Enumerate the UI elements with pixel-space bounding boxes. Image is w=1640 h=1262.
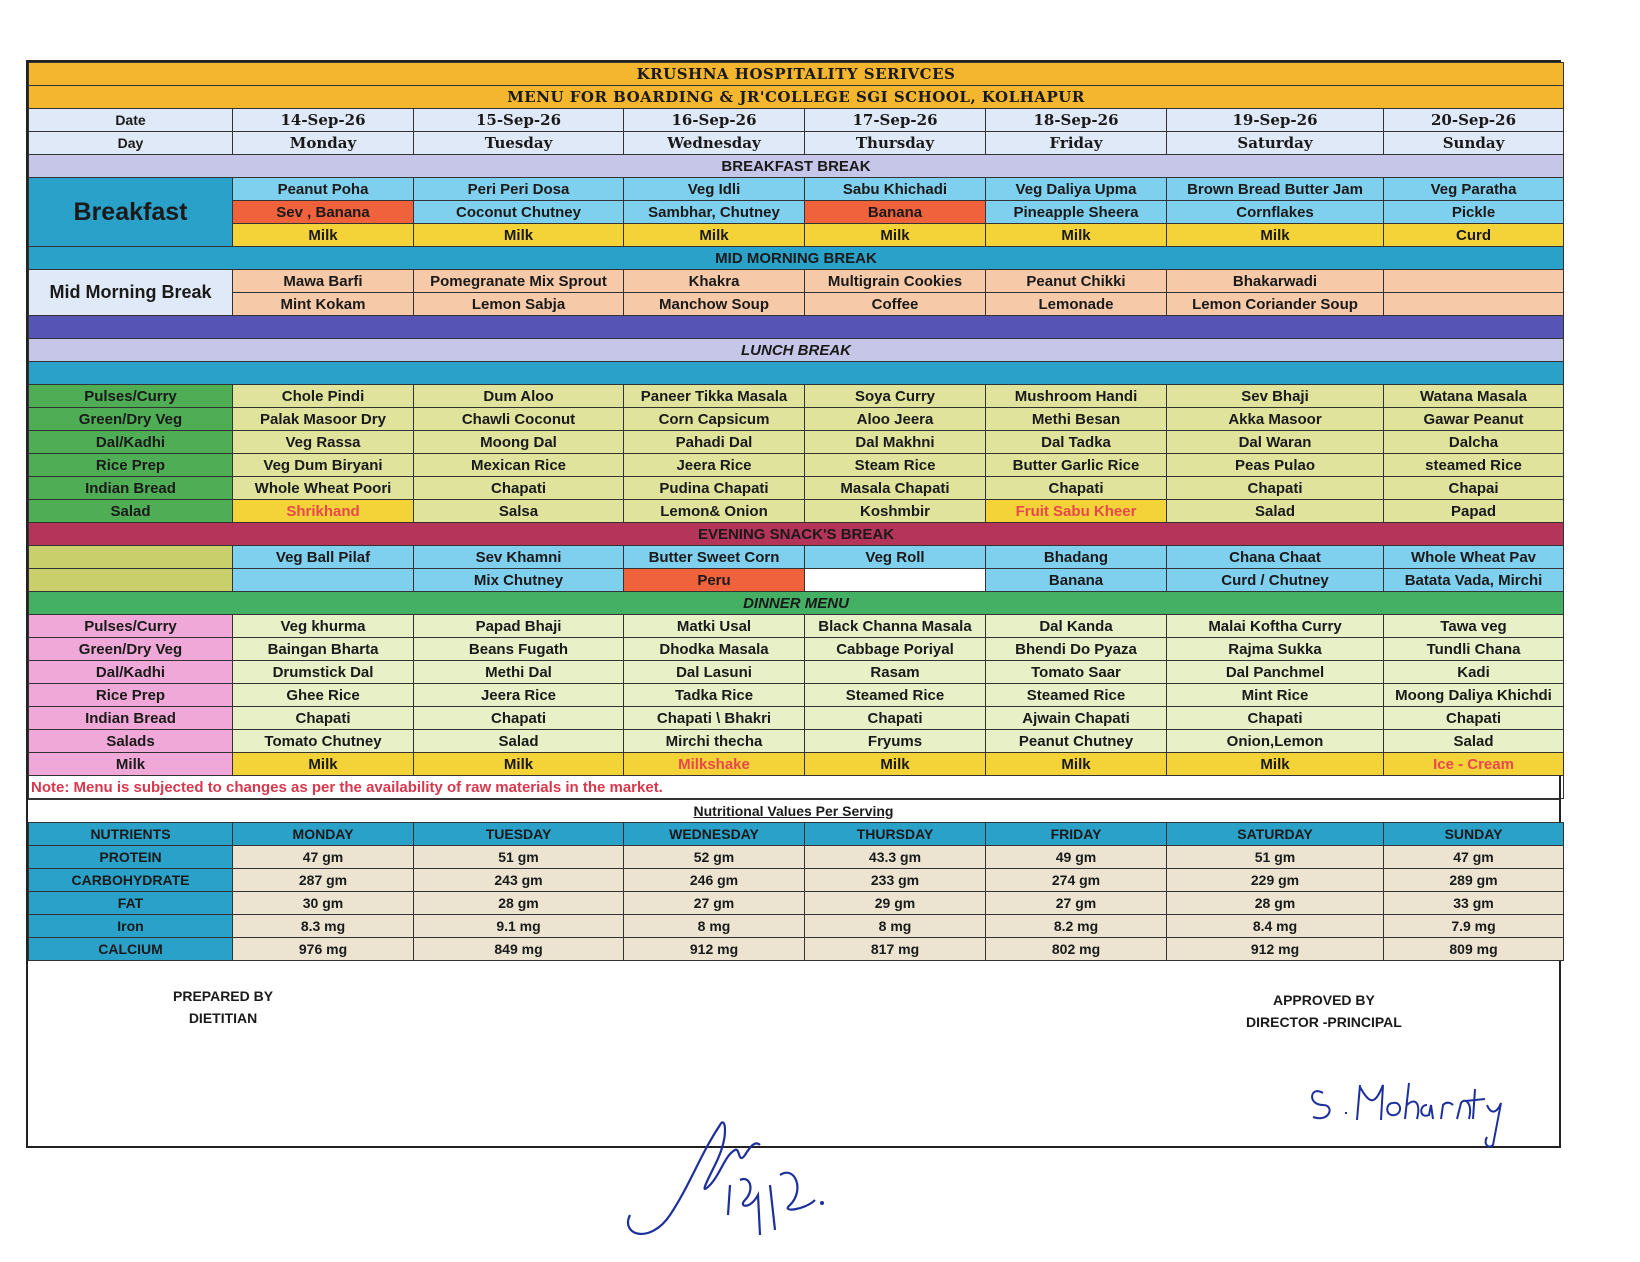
lunch-item: Watana Masala xyxy=(1384,385,1564,408)
menu-sheet xyxy=(26,60,1561,1148)
mid-morning-item: Bhakarwadi xyxy=(1167,270,1384,293)
title-row xyxy=(29,86,1564,109)
dinner-item: Chapati \ Bhakri xyxy=(624,707,805,730)
breakfast-item: Milk xyxy=(986,224,1167,247)
nutrient-label: Iron xyxy=(29,915,233,938)
date-cell: 19-Sep-26 xyxy=(1167,109,1384,132)
breakfast-item: Milk xyxy=(414,224,624,247)
lunch-item: Chole Pindi xyxy=(233,385,414,408)
nutrients-head: NUTRIENTS xyxy=(29,823,233,846)
dietitian-signature xyxy=(610,1095,850,1245)
lunch-category-label: Indian Bread xyxy=(29,477,233,500)
nutrient-value: 28 gm xyxy=(1167,892,1384,915)
org-row xyxy=(29,63,1564,86)
mid-morning-row xyxy=(29,270,1564,293)
breakfast-item: Sev , Banana xyxy=(233,201,414,224)
lunch-item: Pudina Chapati xyxy=(624,477,805,500)
lunch-item: Salsa xyxy=(414,500,624,523)
dinner-row xyxy=(29,615,1564,638)
nutrient-value: 289 gm xyxy=(1384,869,1564,892)
breakfast-item: Pineapple Sheera xyxy=(986,201,1167,224)
evening-item: Chana Chaat xyxy=(1167,546,1384,569)
breakfast-item: Curd xyxy=(1384,224,1564,247)
dinner-row xyxy=(29,707,1564,730)
dinner-item: Fryums xyxy=(805,730,986,753)
nutrient-value: 47 gm xyxy=(1384,846,1564,869)
dinner-category-label: Dal/Kadhi xyxy=(29,661,233,684)
dinner-item: Jeera Rice xyxy=(414,684,624,707)
lunch-item: Mexican Rice xyxy=(414,454,624,477)
dinner-category-label: Rice Prep xyxy=(29,684,233,707)
nutrition-row xyxy=(29,869,1564,892)
nutrient-value: 274 gm xyxy=(986,869,1167,892)
nutrient-value: 8 mg xyxy=(805,915,986,938)
nutrition-day-head: TUESDAY xyxy=(414,823,624,846)
mid-morning-label: Mid Morning Break xyxy=(29,270,233,316)
note-row xyxy=(29,776,1564,799)
nutrient-value: 802 mg xyxy=(986,938,1167,961)
dinner-item: Bhendi Do Pyaza xyxy=(986,638,1167,661)
lunch-item: Mushroom Handi xyxy=(986,385,1167,408)
divider-row xyxy=(29,362,1564,385)
day-cell: Thursday xyxy=(805,132,986,155)
lunch-item: Pahadi Dal xyxy=(624,431,805,454)
dinner-header-row xyxy=(29,592,1564,615)
lunch-item: Dum Aloo xyxy=(414,385,624,408)
date-cell: 16-Sep-26 xyxy=(624,109,805,132)
dinner-item: Salad xyxy=(1384,730,1564,753)
nutrition-day-head: THURSDAY xyxy=(805,823,986,846)
lunch-item: Salad xyxy=(1167,500,1384,523)
nutrient-label: PROTEIN xyxy=(29,846,233,869)
dinner-category-label: Pulses/Curry xyxy=(29,615,233,638)
mid-morning-item: Peanut Chikki xyxy=(986,270,1167,293)
breakfast-item: Sabu Khichadi xyxy=(805,178,986,201)
mid-morning-item xyxy=(1384,293,1564,316)
nutrient-value: 817 mg xyxy=(805,938,986,961)
nutrition-day-head: FRIDAY xyxy=(986,823,1167,846)
dinner-item: Chapati xyxy=(414,707,624,730)
dinner-category-label: Milk xyxy=(29,753,233,776)
nutrient-value: 7.9 mg xyxy=(1384,915,1564,938)
nutrient-label: FAT xyxy=(29,892,233,915)
breakfast-item: Veg Daliya Upma xyxy=(986,178,1167,201)
evening-label xyxy=(29,569,233,592)
day-cell: Tuesday xyxy=(414,132,624,155)
dinner-row xyxy=(29,684,1564,707)
lunch-item: Dal Makhni xyxy=(805,431,986,454)
nutrient-value: 229 gm xyxy=(1167,869,1384,892)
prepared-by-label: PREPARED BY xyxy=(173,988,274,1004)
evening-label xyxy=(29,546,233,569)
lunch-category-label: Rice Prep xyxy=(29,454,233,477)
nutrient-value: 28 gm xyxy=(414,892,624,915)
nutrient-value: 29 gm xyxy=(805,892,986,915)
dinner-item: Papad Bhaji xyxy=(414,615,624,638)
dinner-item: Steamed Rice xyxy=(805,684,986,707)
date-row xyxy=(29,109,1564,132)
nutrition-head-row xyxy=(29,823,1564,846)
lunch-item: Chapai xyxy=(1384,477,1564,500)
dinner-item: Malai Koftha Curry xyxy=(1167,615,1384,638)
nutrient-value: 976 mg xyxy=(233,938,414,961)
approved-by-block xyxy=(1246,989,1402,1033)
nutrition-table xyxy=(28,822,1564,961)
evening-row xyxy=(29,546,1564,569)
dinner-row xyxy=(29,753,1564,776)
divider-bar xyxy=(29,362,1564,385)
evening-item: Curd / Chutney xyxy=(1167,569,1384,592)
nutrition-day-head: SATURDAY xyxy=(1167,823,1384,846)
nutrient-value: 8 mg xyxy=(624,915,805,938)
dinner-item: Moong Daliya Khichdi xyxy=(1384,684,1564,707)
nutrient-value: 287 gm xyxy=(233,869,414,892)
breakfast-item: Peanut Poha xyxy=(233,178,414,201)
nutrition-day-head: MONDAY xyxy=(233,823,414,846)
mid-morning-header-row xyxy=(29,247,1564,270)
evening-section-title: EVENING SNACK'S BREAK xyxy=(29,523,1564,546)
nutrient-value: 9.1 mg xyxy=(414,915,624,938)
breakfast-item: Brown Bread Butter Jam xyxy=(1167,178,1384,201)
lunch-category-label: Dal/Kadhi xyxy=(29,431,233,454)
lunch-item: Fruit Sabu Kheer xyxy=(986,500,1167,523)
dinner-row xyxy=(29,661,1564,684)
nutrition-title: Nutritional Values Per Serving xyxy=(28,799,1559,822)
lunch-item: Butter Garlic Rice xyxy=(986,454,1167,477)
dinner-item: Drumstick Dal xyxy=(233,661,414,684)
nutrient-value: 849 mg xyxy=(414,938,624,961)
dinner-item: Black Channa Masala xyxy=(805,615,986,638)
day-cell: Sunday xyxy=(1384,132,1564,155)
mid-morning-item: Lemonade xyxy=(986,293,1167,316)
dinner-item: Chapati xyxy=(1384,707,1564,730)
nutrient-value: 8.3 mg xyxy=(233,915,414,938)
breakfast-item: Pickle xyxy=(1384,201,1564,224)
breakfast-item: Coconut Chutney xyxy=(414,201,624,224)
nutrient-label: CARBOHYDRATE xyxy=(29,869,233,892)
date-cell: 20-Sep-26 xyxy=(1384,109,1564,132)
dinner-category-label: Indian Bread xyxy=(29,707,233,730)
dinner-item: Mint Rice xyxy=(1167,684,1384,707)
evening-item: Batata Vada, Mirchi xyxy=(1384,569,1564,592)
breakfast-header-row xyxy=(29,155,1564,178)
mid-morning-item: Lemon Sabja xyxy=(414,293,624,316)
mid-morning-item: Coffee xyxy=(805,293,986,316)
dinner-item: Dal Panchmel xyxy=(1167,661,1384,684)
evening-item: Banana xyxy=(986,569,1167,592)
lunch-item: Paneer Tikka Masala xyxy=(624,385,805,408)
evening-item: Bhadang xyxy=(986,546,1167,569)
lunch-item: Whole Wheat Poori xyxy=(233,477,414,500)
dinner-section-title: DINNER MENU xyxy=(29,592,1564,615)
nutrient-value: 27 gm xyxy=(986,892,1167,915)
evening-item: Veg Roll xyxy=(805,546,986,569)
mid-morning-item: Pomegranate Mix Sprout xyxy=(414,270,624,293)
dinner-item: Tomato Chutney xyxy=(233,730,414,753)
dinner-item: Tomato Saar xyxy=(986,661,1167,684)
lunch-item: Peas Pulao xyxy=(1167,454,1384,477)
dinner-item: Chapati xyxy=(805,707,986,730)
nutrition-day-head: WEDNESDAY xyxy=(624,823,805,846)
dinner-item: Ice - Cream xyxy=(1384,753,1564,776)
lunch-item: Methi Besan xyxy=(986,408,1167,431)
lunch-item: Soya Curry xyxy=(805,385,986,408)
nutrient-value: 912 mg xyxy=(1167,938,1384,961)
nutrient-value: 30 gm xyxy=(233,892,414,915)
day-cell: Monday xyxy=(233,132,414,155)
date-label: Date xyxy=(29,109,233,132)
mid-morning-row xyxy=(29,293,1564,316)
dinner-item: Onion,Lemon xyxy=(1167,730,1384,753)
dinner-item: Mirchi thecha xyxy=(624,730,805,753)
evening-item: Butter Sweet Corn xyxy=(624,546,805,569)
principal-signature xyxy=(1305,1075,1505,1150)
nutrition-row xyxy=(29,915,1564,938)
dinner-item: Tadka Rice xyxy=(624,684,805,707)
dinner-item: Milkshake xyxy=(624,753,805,776)
breakfast-row xyxy=(29,224,1564,247)
lunch-item: Corn Capsicum xyxy=(624,408,805,431)
breakfast-item: Milk xyxy=(624,224,805,247)
dinner-item: Rajma Sukka xyxy=(1167,638,1384,661)
dinner-item: Cabbage Poriyal xyxy=(805,638,986,661)
lunch-item: Koshmbir xyxy=(805,500,986,523)
date-cell: 17-Sep-26 xyxy=(805,109,986,132)
dinner-item: Salad xyxy=(414,730,624,753)
lunch-item: Shrikhand xyxy=(233,500,414,523)
lunch-category-label: Green/Dry Veg xyxy=(29,408,233,431)
lunch-item: Chapati xyxy=(414,477,624,500)
mid-morning-item: Multigrain Cookies xyxy=(805,270,986,293)
day-cell: Friday xyxy=(986,132,1167,155)
lunch-item: Gawar Peanut xyxy=(1384,408,1564,431)
lunch-section-title: LUNCH BREAK xyxy=(29,339,1564,362)
lunch-item: steamed Rice xyxy=(1384,454,1564,477)
dinner-item: Dal Kanda xyxy=(986,615,1167,638)
lunch-category-label: Pulses/Curry xyxy=(29,385,233,408)
nutrient-value: 8.2 mg xyxy=(986,915,1167,938)
dinner-category-label: Salads xyxy=(29,730,233,753)
mid-morning-item: Lemon Coriander Soup xyxy=(1167,293,1384,316)
nutrient-value: 47 gm xyxy=(233,846,414,869)
lunch-item: Jeera Rice xyxy=(624,454,805,477)
nutrient-value: 8.4 mg xyxy=(1167,915,1384,938)
day-row xyxy=(29,132,1564,155)
mid-morning-item: Khakra xyxy=(624,270,805,293)
prepared-by-block xyxy=(173,985,273,1029)
dinner-item: Kadi xyxy=(1384,661,1564,684)
lunch-item: Sev Bhaji xyxy=(1167,385,1384,408)
prepared-by-role: DIETITIAN xyxy=(188,1010,258,1026)
evening-item: Sev Khamni xyxy=(414,546,624,569)
dinner-item: Milk xyxy=(414,753,624,776)
dinner-item: Matki Usal xyxy=(624,615,805,638)
dinner-item: Veg khurma xyxy=(233,615,414,638)
lunch-item: Dal Tadka xyxy=(986,431,1167,454)
lunch-item: Palak Masoor Dry xyxy=(233,408,414,431)
menu-note: Note: Menu is subjected to changes as per the availability of raw materials in the market. xyxy=(29,776,1564,799)
approved-by-role: DIRECTOR -PRINCIPAL xyxy=(1246,1014,1402,1030)
evening-header-row xyxy=(29,523,1564,546)
day-label: Day xyxy=(29,132,233,155)
dinner-category-label: Green/Dry Veg xyxy=(29,638,233,661)
lunch-item: Akka Masoor xyxy=(1167,408,1384,431)
evening-row xyxy=(29,569,1564,592)
lunch-item: Veg Dum Biryani xyxy=(233,454,414,477)
evening-item xyxy=(233,569,414,592)
lunch-item: Chapati xyxy=(1167,477,1384,500)
nutrient-value: 51 gm xyxy=(414,846,624,869)
nutrition-day-head: SUNDAY xyxy=(1384,823,1564,846)
dinner-item: Ghee Rice xyxy=(233,684,414,707)
lunch-item: Aloo Jeera xyxy=(805,408,986,431)
lunch-item: Chapati xyxy=(986,477,1167,500)
lunch-item: Lemon& Onion xyxy=(624,500,805,523)
day-cell: Saturday xyxy=(1167,132,1384,155)
lunch-row xyxy=(29,408,1564,431)
lunch-header-row xyxy=(29,339,1564,362)
lunch-row xyxy=(29,500,1564,523)
nutrient-label: CALCIUM xyxy=(29,938,233,961)
lunch-item: Papad xyxy=(1384,500,1564,523)
date-cell: 15-Sep-26 xyxy=(414,109,624,132)
breakfast-label: Breakfast xyxy=(29,178,233,247)
breakfast-item: Milk xyxy=(233,224,414,247)
divider-bar xyxy=(29,316,1564,339)
evening-item: Mix Chutney xyxy=(414,569,624,592)
dinner-item: Milk xyxy=(986,753,1167,776)
approved-by-label: APPROVED BY xyxy=(1272,992,1375,1008)
date-cell: 18-Sep-26 xyxy=(986,109,1167,132)
lunch-item: Moong Dal xyxy=(414,431,624,454)
lunch-item: Chawli Coconut xyxy=(414,408,624,431)
nutrient-value: 43.3 gm xyxy=(805,846,986,869)
mid-morning-item: Manchow Soup xyxy=(624,293,805,316)
nutrient-value: 49 gm xyxy=(986,846,1167,869)
lunch-item: Veg Rassa xyxy=(233,431,414,454)
breakfast-item: Cornflakes xyxy=(1167,201,1384,224)
nutrient-value: 27 gm xyxy=(624,892,805,915)
dinner-item: Chapati xyxy=(1167,707,1384,730)
lunch-item: Dal Waran xyxy=(1167,431,1384,454)
nutrition-row xyxy=(29,846,1564,869)
dinner-item: Tundli Chana xyxy=(1384,638,1564,661)
dinner-item: Dal Lasuni xyxy=(624,661,805,684)
mid-morning-item xyxy=(1384,270,1564,293)
nutrient-value: 51 gm xyxy=(1167,846,1384,869)
nutrient-value: 243 gm xyxy=(414,869,624,892)
nutrient-value: 912 mg xyxy=(624,938,805,961)
dinner-item: Rasam xyxy=(805,661,986,684)
divider-row xyxy=(29,316,1564,339)
mid-morning-item: Mawa Barfi xyxy=(233,270,414,293)
dinner-item: Steamed Rice xyxy=(986,684,1167,707)
mid-morning-section-title: MID MORNING BREAK xyxy=(29,247,1564,270)
nutrient-value: 233 gm xyxy=(805,869,986,892)
menu-table xyxy=(28,62,1564,799)
date-cell: 14-Sep-26 xyxy=(233,109,414,132)
mid-morning-item: Mint Kokam xyxy=(233,293,414,316)
lunch-category-label: Salad xyxy=(29,500,233,523)
menu-title: MENU FOR BOARDING & JR'COLLEGE SGI SCHOOL, KOLHAPUR xyxy=(29,86,1564,109)
dinner-row xyxy=(29,730,1564,753)
dinner-item: Methi Dal xyxy=(414,661,624,684)
lunch-item: Masala Chapati xyxy=(805,477,986,500)
nutrition-row xyxy=(29,938,1564,961)
breakfast-item: Peri Peri Dosa xyxy=(414,178,624,201)
dinner-row xyxy=(29,638,1564,661)
dinner-item: Baingan Bharta xyxy=(233,638,414,661)
dinner-item: Chapati xyxy=(233,707,414,730)
breakfast-item: Banana xyxy=(805,201,986,224)
breakfast-row xyxy=(29,178,1564,201)
breakfast-section-title: BREAKFAST BREAK xyxy=(29,155,1564,178)
lunch-row xyxy=(29,431,1564,454)
dinner-item: Peanut Chutney xyxy=(986,730,1167,753)
dinner-item: Beans Fugath xyxy=(414,638,624,661)
nutrient-value: 809 mg xyxy=(1384,938,1564,961)
signature-footer xyxy=(28,961,1559,1030)
breakfast-item: Milk xyxy=(1167,224,1384,247)
nutrient-value: 246 gm xyxy=(624,869,805,892)
lunch-row xyxy=(29,454,1564,477)
evening-item: Whole Wheat Pav xyxy=(1384,546,1564,569)
breakfast-item: Veg Paratha xyxy=(1384,178,1564,201)
evening-item: Veg Ball Pilaf xyxy=(233,546,414,569)
dinner-item: Dhodka Masala xyxy=(624,638,805,661)
lunch-item: Dalcha xyxy=(1384,431,1564,454)
nutrient-value: 33 gm xyxy=(1384,892,1564,915)
dinner-item: Tawa veg xyxy=(1384,615,1564,638)
evening-item: Peru xyxy=(624,569,805,592)
lunch-row xyxy=(29,477,1564,500)
nutrition-row xyxy=(29,892,1564,915)
lunch-item: Steam Rice xyxy=(805,454,986,477)
breakfast-item: Veg Idli xyxy=(624,178,805,201)
dinner-item: Milk xyxy=(805,753,986,776)
dinner-item: Milk xyxy=(1167,753,1384,776)
breakfast-item: Milk xyxy=(805,224,986,247)
evening-item xyxy=(805,569,986,592)
dinner-item: Ajwain Chapati xyxy=(986,707,1167,730)
breakfast-item: Sambhar, Chutney xyxy=(624,201,805,224)
nutrient-value: 52 gm xyxy=(624,846,805,869)
day-cell: Wednesday xyxy=(624,132,805,155)
lunch-row xyxy=(29,385,1564,408)
dinner-item: Milk xyxy=(233,753,414,776)
org-name: KRUSHNA HOSPITALITY SERIVCES xyxy=(29,63,1564,86)
breakfast-row xyxy=(29,201,1564,224)
